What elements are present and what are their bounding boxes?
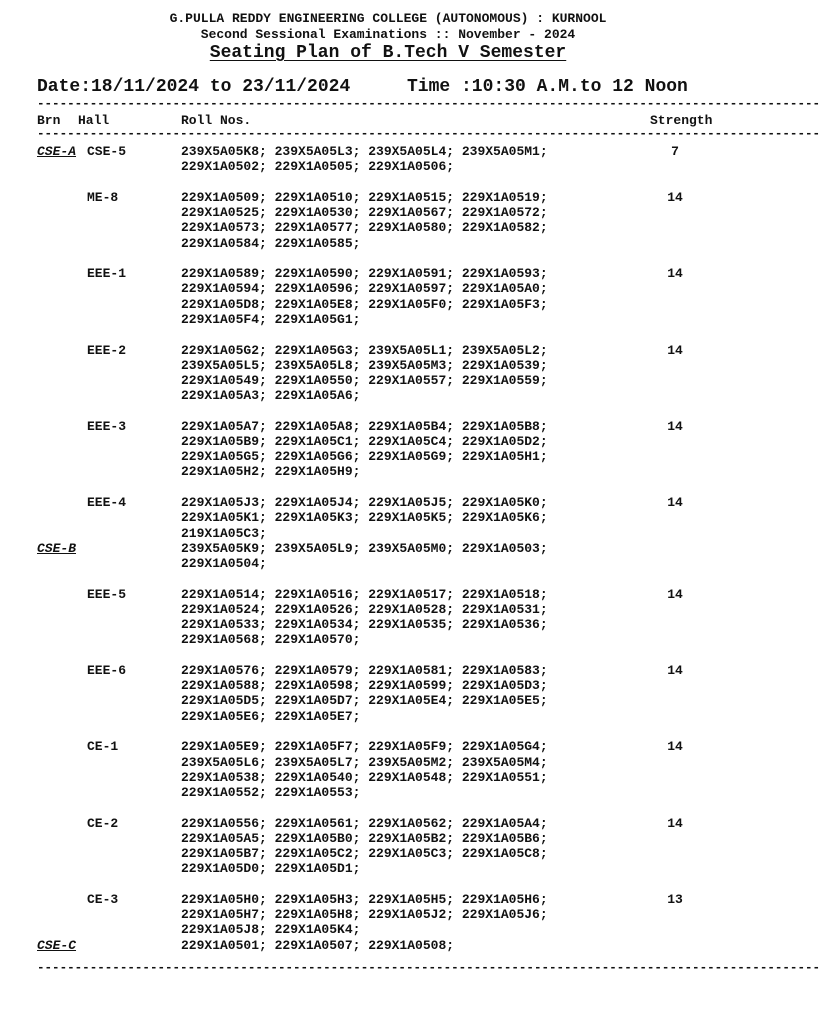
- roll-number-line: 229X1A05D5; 229X1A05D7; 229X1A05E4; 229X1A05E5;: [181, 693, 548, 709]
- hall-name: EEE-6: [87, 662, 127, 678]
- roll-number-line: 229X1A0594; 229X1A0596; 229X1A0597; 229X1A05A0;: [181, 281, 548, 297]
- roll-number-line: 229X1A0501; 229X1A0507; 229X1A0508;: [181, 937, 455, 953]
- hall-row: [0, 663, 768, 724]
- roll-number-line: 229X1A05G2; 229X1A05G3; 239X5A05L1; 239X5A05L2;: [181, 342, 548, 358]
- roll-number-line: 229X1A0533; 229X1A0534; 229X1A0535; 229X1A0536;: [181, 617, 548, 633]
- roll-numbers: [181, 938, 768, 953]
- hall-strength: 14: [667, 815, 683, 831]
- hall-strength: 14: [667, 495, 683, 511]
- hall-strength: 7: [671, 144, 679, 159]
- roll-number-line: 229X1A0589; 229X1A0590; 229X1A0591; 229X1A0593;: [181, 266, 548, 282]
- roll-number-line: 229X1A05F4; 229X1A05G1;: [181, 311, 361, 327]
- hall-name: CE-2: [87, 815, 119, 831]
- hall-name: ME-8: [87, 189, 119, 205]
- row-spacer: [0, 571, 768, 587]
- roll-number-line: 229X1A0524; 229X1A0526; 229X1A0528; 229X1A0531;: [181, 601, 548, 617]
- hall-strength: 14: [667, 418, 683, 434]
- roll-number-line: 229X1A0573; 229X1A0577; 229X1A0580; 229X1A0582;: [181, 220, 548, 236]
- hall-strength: 14: [667, 586, 683, 602]
- roll-number-line: 229X1A0538; 229X1A0540; 229X1A0548; 229X1A0551;: [181, 769, 548, 785]
- row-spacer: [0, 647, 768, 663]
- row-spacer: [0, 480, 768, 496]
- exam-date: Date:18/11/2024 to 23/11/2024: [37, 77, 351, 97]
- row-spacer: [0, 327, 768, 343]
- hall-row: [0, 892, 768, 938]
- seating-table: [0, 144, 768, 953]
- column-header-strength: Strength: [650, 113, 713, 128]
- hall-strength: 14: [667, 342, 683, 358]
- roll-number-line: 229X1A05A3; 229X1A05A6;: [181, 388, 361, 404]
- roll-number-line: 229X1A05D0; 229X1A05D1;: [181, 861, 361, 877]
- hall-strength: 13: [667, 891, 683, 907]
- roll-number-line: 229X1A05B9; 229X1A05C1; 229X1A05C4; 229X1A05D2;: [181, 434, 548, 450]
- row-spacer: [0, 251, 768, 267]
- page-title: Seating Plan of B.Tech V Semester: [209, 43, 567, 63]
- row-spacer: [0, 876, 768, 892]
- hall-row: [0, 541, 768, 571]
- roll-number-line: 229X1A0588; 229X1A0598; 229X1A0599; 229X1A05D3;: [181, 678, 548, 694]
- roll-number-line: 239X5A05L5; 239X5A05L8; 239X5A05M3; 229X1A0539;: [181, 357, 548, 373]
- hall-name: CE-3: [87, 891, 119, 907]
- roll-number-line: 229X1A05H2; 229X1A05H9;: [181, 464, 361, 480]
- roll-number-line: 229X1A0552; 229X1A0553;: [181, 784, 361, 800]
- hall-row: [0, 266, 768, 327]
- hall-name: CSE-5: [87, 144, 127, 159]
- hall-name: EEE-5: [87, 586, 127, 602]
- roll-number-line: 239X5A05L6; 239X5A05L7; 239X5A05M2; 239X5A05M4;: [181, 754, 548, 770]
- roll-number-line: 229X1A05A5; 229X1A05B0; 229X1A05B2; 229X1A05B6;: [181, 830, 548, 846]
- roll-number-line: 229X1A05H7; 229X1A05H8; 229X1A05J2; 229X1A05J6;: [181, 907, 548, 923]
- roll-number-line: 229X1A0556; 229X1A0561; 229X1A0562; 229X1A05A4;: [181, 815, 548, 831]
- column-header-branch: Brn: [37, 113, 61, 128]
- row-spacer: [0, 403, 768, 419]
- roll-number-line: 229X1A0576; 229X1A0579; 229X1A0581; 229X1A0583;: [181, 662, 548, 678]
- roll-number-line: 229X1A05K1; 229X1A05K3; 229X1A05K5; 229X1A05K6;: [181, 510, 548, 526]
- hall-row: [0, 938, 768, 953]
- hall-name: EEE-2: [87, 342, 127, 358]
- hall-name: EEE-1: [87, 266, 127, 282]
- roll-number-line: 229X1A0502; 229X1A0505; 229X1A0506;: [181, 159, 455, 175]
- row-spacer: [0, 724, 768, 740]
- roll-number-line: 229X1A0525; 229X1A0530; 229X1A0567; 229X1A0572;: [181, 205, 548, 221]
- roll-number-line: 229X1A0584; 229X1A0585;: [181, 235, 361, 251]
- hall-name: CE-1: [87, 739, 119, 755]
- row-spacer: [0, 174, 768, 190]
- roll-number-line: 229X1A0549; 229X1A0550; 229X1A0557; 229X1A0559;: [181, 372, 548, 388]
- roll-number-line: 229X1A05A7; 229X1A05A8; 229X1A05B4; 229X1A05B8;: [181, 418, 548, 434]
- hall-row: [0, 419, 768, 480]
- roll-number-line: 229X1A0514; 229X1A0516; 229X1A0517; 229X1A0518;: [181, 586, 548, 602]
- hall-row: [0, 190, 768, 251]
- roll-numbers: [181, 541, 768, 571]
- roll-number-line: 229X1A05D8; 229X1A05E8; 229X1A05F0; 229X1A05F3;: [181, 296, 548, 312]
- hall-row: [0, 495, 768, 541]
- roll-number-line: 229X1A05J3; 229X1A05J4; 229X1A05J5; 229X1A05K0;: [181, 495, 548, 511]
- hall-row: [0, 144, 768, 174]
- roll-number-line: 229X1A0509; 229X1A0510; 229X1A0515; 229X1A0519;: [181, 189, 548, 205]
- branch-label: CSE-B: [37, 540, 77, 556]
- exam-time: Time :10:30 A.M.to 12 Noon: [407, 77, 688, 97]
- roll-number-line: 229X1A05E6; 229X1A05E7;: [181, 708, 361, 724]
- hall-row: [0, 587, 768, 648]
- roll-number-line: 229X1A05B7; 229X1A05C2; 229X1A05C3; 229X1A05C8;: [181, 846, 548, 862]
- roll-number-line: 229X1A0504;: [181, 555, 267, 571]
- column-header-hall: Hall: [78, 113, 110, 128]
- roll-number-line: 239X5A05K9; 239X5A05L9; 239X5A05M0; 229X1A0503;: [181, 540, 548, 556]
- divider-bottom: --------------------------------------------------------------------------------------------------------: [37, 961, 820, 975]
- hall-strength: 14: [667, 739, 683, 755]
- roll-number-line: 229X1A05G5; 229X1A05G6; 229X1A05G9; 229X1A05H1;: [181, 449, 548, 465]
- hall-row: [0, 816, 768, 877]
- college-name: G.PULLA REDDY ENGINEERING COLLEGE (AUTONOMOUS) : KURNOOL: [169, 11, 607, 26]
- hall-row: [0, 739, 768, 800]
- roll-number-line: 219X1A05C3;: [181, 525, 267, 541]
- hall-row: [0, 343, 768, 404]
- roll-number-line: 229X1A05E9; 229X1A05F7; 229X1A05F9; 229X1A05G4;: [181, 739, 548, 755]
- roll-number-line: 229X1A05J8; 229X1A05K4;: [181, 922, 361, 938]
- row-spacer: [0, 800, 768, 816]
- hall-strength: 14: [667, 266, 683, 282]
- divider-top: --------------------------------------------------------------------------------------------------------: [37, 97, 820, 111]
- column-header-roll-nos: Roll Nos.: [181, 113, 252, 128]
- exam-name: Second Sessional Examinations :: November - 2024: [200, 27, 576, 42]
- divider-header: --------------------------------------------------------------------------------------------------------: [37, 127, 820, 141]
- hall-name: EEE-3: [87, 418, 127, 434]
- hall-strength: 14: [667, 189, 683, 205]
- roll-number-line: 229X1A05H0; 229X1A05H3; 229X1A05H5; 229X1A05H6;: [181, 891, 548, 907]
- roll-number-line: 229X1A0568; 229X1A0570;: [181, 632, 361, 648]
- roll-number-line: 239X5A05K8; 239X5A05L3; 239X5A05L4; 239X5A05M1;: [181, 144, 548, 159]
- hall-name: EEE-4: [87, 495, 127, 511]
- branch-label: CSE-A: [37, 144, 77, 159]
- branch-label: CSE-C: [37, 937, 77, 953]
- hall-strength: 14: [667, 662, 683, 678]
